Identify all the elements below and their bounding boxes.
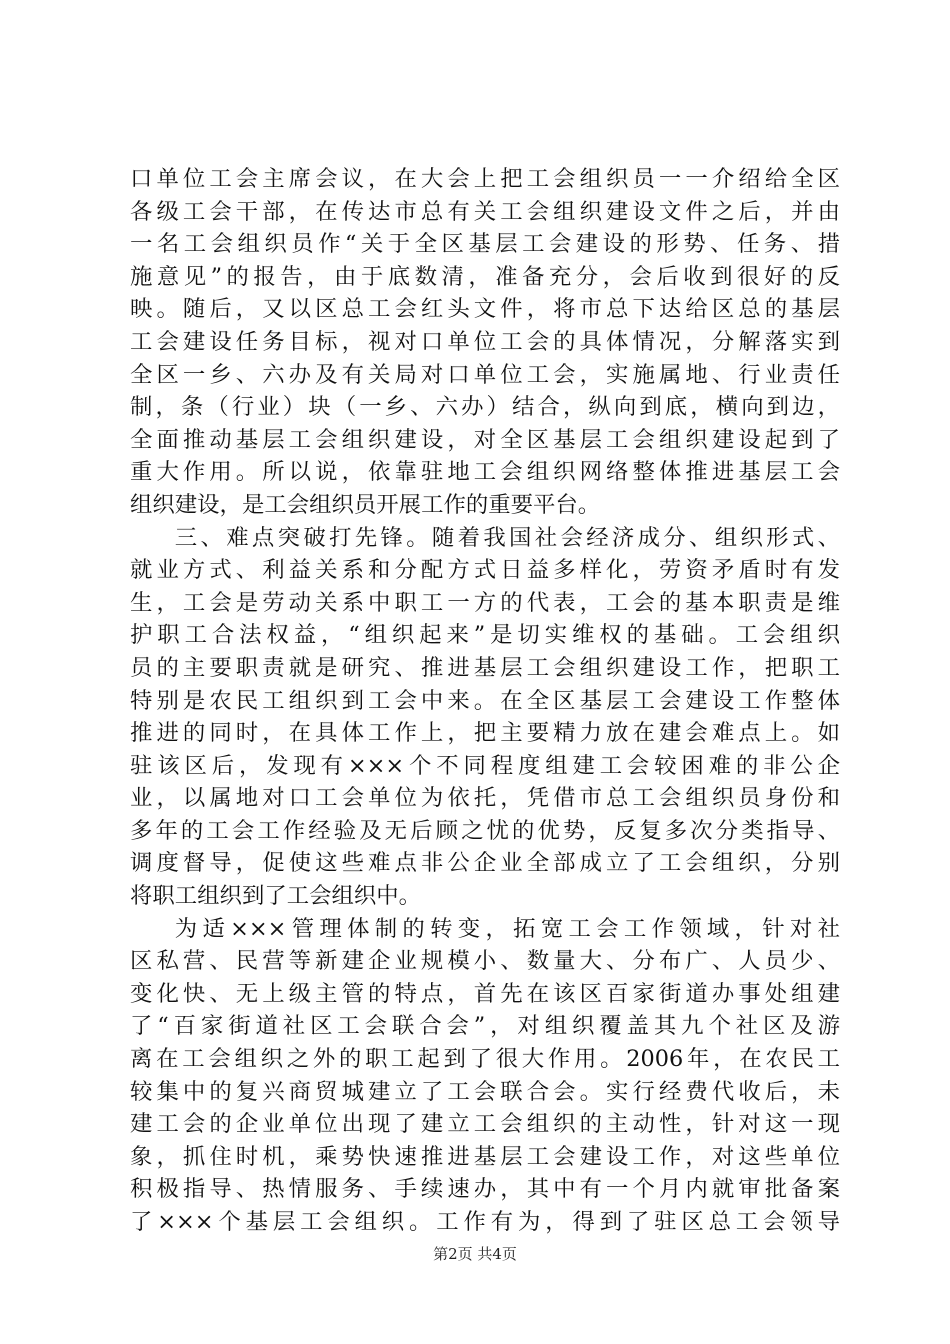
text-line: 建工会的企业单位出现了建立工会组织的主动性，针对这一现: [130, 1111, 840, 1138]
text-line: 驻该区后，发现有×××个不同程度组建工会较困难的非公企: [130, 752, 840, 779]
text-line: 变化快、无上级主管的特点，首先在该区百家街道办事处组建: [130, 980, 840, 1007]
text-line: 了“百家街道社区工会联合会”，对组织覆盖其九个社区及游: [130, 1013, 840, 1040]
text-line: 全区一乡、六办及有关局对口单位工会，实施属地、行业责任: [130, 361, 840, 388]
text-line: 积极指导、热情服务、手续速办，其中有一个月内就审批备案: [130, 1176, 840, 1203]
text-line: 区私营、民营等新建企业规模小、数量大、分布广、人员少、: [130, 948, 840, 975]
paragraph-end-line: 将职工组织到了工会组织中。: [130, 883, 422, 910]
text-line: 重大作用。所以说，依靠驻地工会组织网络整体推进基层工会: [130, 459, 840, 486]
paragraph-start-line: 为适×××管理体制的转变，拓宽工会工作领域，针对社: [174, 915, 840, 942]
text-line: 口单位工会主席会议，在大会上把工会组织员一一介绍给全区: [130, 166, 840, 192]
text-line: 施意见”的报告，由于底数清，准备充分，会后收到很好的反: [130, 263, 840, 290]
text-line: 象，抓住时机，乘势快速推进基层工会建设工作，对这些单位: [130, 1143, 840, 1170]
text-line: 就业方式、利益关系和分配方式日益多样化，劳资矛盾时有发: [130, 557, 840, 584]
text-line: 离在工会组织之外的职工起到了很大作用。2006年，在农民工: [130, 1046, 840, 1073]
text-line: 了×××个基层工会组织。工作有为，得到了驻区总工会领导: [130, 1209, 840, 1235]
text-line: 护职工合法权益，“组织起来”是切实维权的基础。工会组织: [130, 622, 840, 649]
text-line: 多年的工会工作经验及无后顾之忧的优势，反复多次分类指导、: [130, 817, 840, 844]
text-line: 各级工会干部，在传达市总有关工会组织建设文件之后，并由: [130, 198, 840, 225]
text-line: 一名工会组织员作“关于全区基层工会建设的形势、任务、措: [130, 231, 840, 258]
document-body: [130, 163, 840, 1239]
text-line: 生，工会是劳动关系中职工一方的代表，工会的基本职责是维: [130, 589, 840, 616]
text-line: 制，条（行业）块（一乡、六办）结合，纵向到底，横向到边，: [130, 394, 840, 421]
page-footer: 第2页 共4页: [433, 1245, 517, 1263]
paragraph-end-line: 组织建设，是工会组织员开展工作的重要平台。: [130, 491, 601, 518]
text-line: 映。随后，又以区总工会红头文件，将市总下达给区总的基层: [130, 296, 840, 323]
text-line: 调度督导，促使这些难点非公企业全部成立了工会组织，分别: [130, 850, 840, 877]
text-line: 工会建设任务目标，视对口单位工会的具体情况，分解落实到: [130, 328, 840, 355]
text-line: 业，以属地对口工会单位为依托，凭借市总工会组织员身份和: [130, 785, 840, 812]
text-line: 全面推动基层工会组织建设，对全区基层工会组织建设起到了: [130, 426, 840, 453]
text-line: 特别是农民工组织到工会中来。在全区基层工会建设工作整体: [130, 687, 840, 714]
text-line: 员的主要职责就是研究、推进基层工会组织建设工作，把职工: [130, 654, 840, 681]
text-line: 较集中的复兴商贸城建立了工会联合会。实行经费代收后，未: [130, 1078, 840, 1105]
text-line: 推进的同时，在具体工作上，把主要精力放在建会难点上。如: [130, 720, 840, 747]
paragraph-start-line: 三、难点突破打先锋。随着我国社会经济成分、组织形式、: [174, 524, 840, 551]
